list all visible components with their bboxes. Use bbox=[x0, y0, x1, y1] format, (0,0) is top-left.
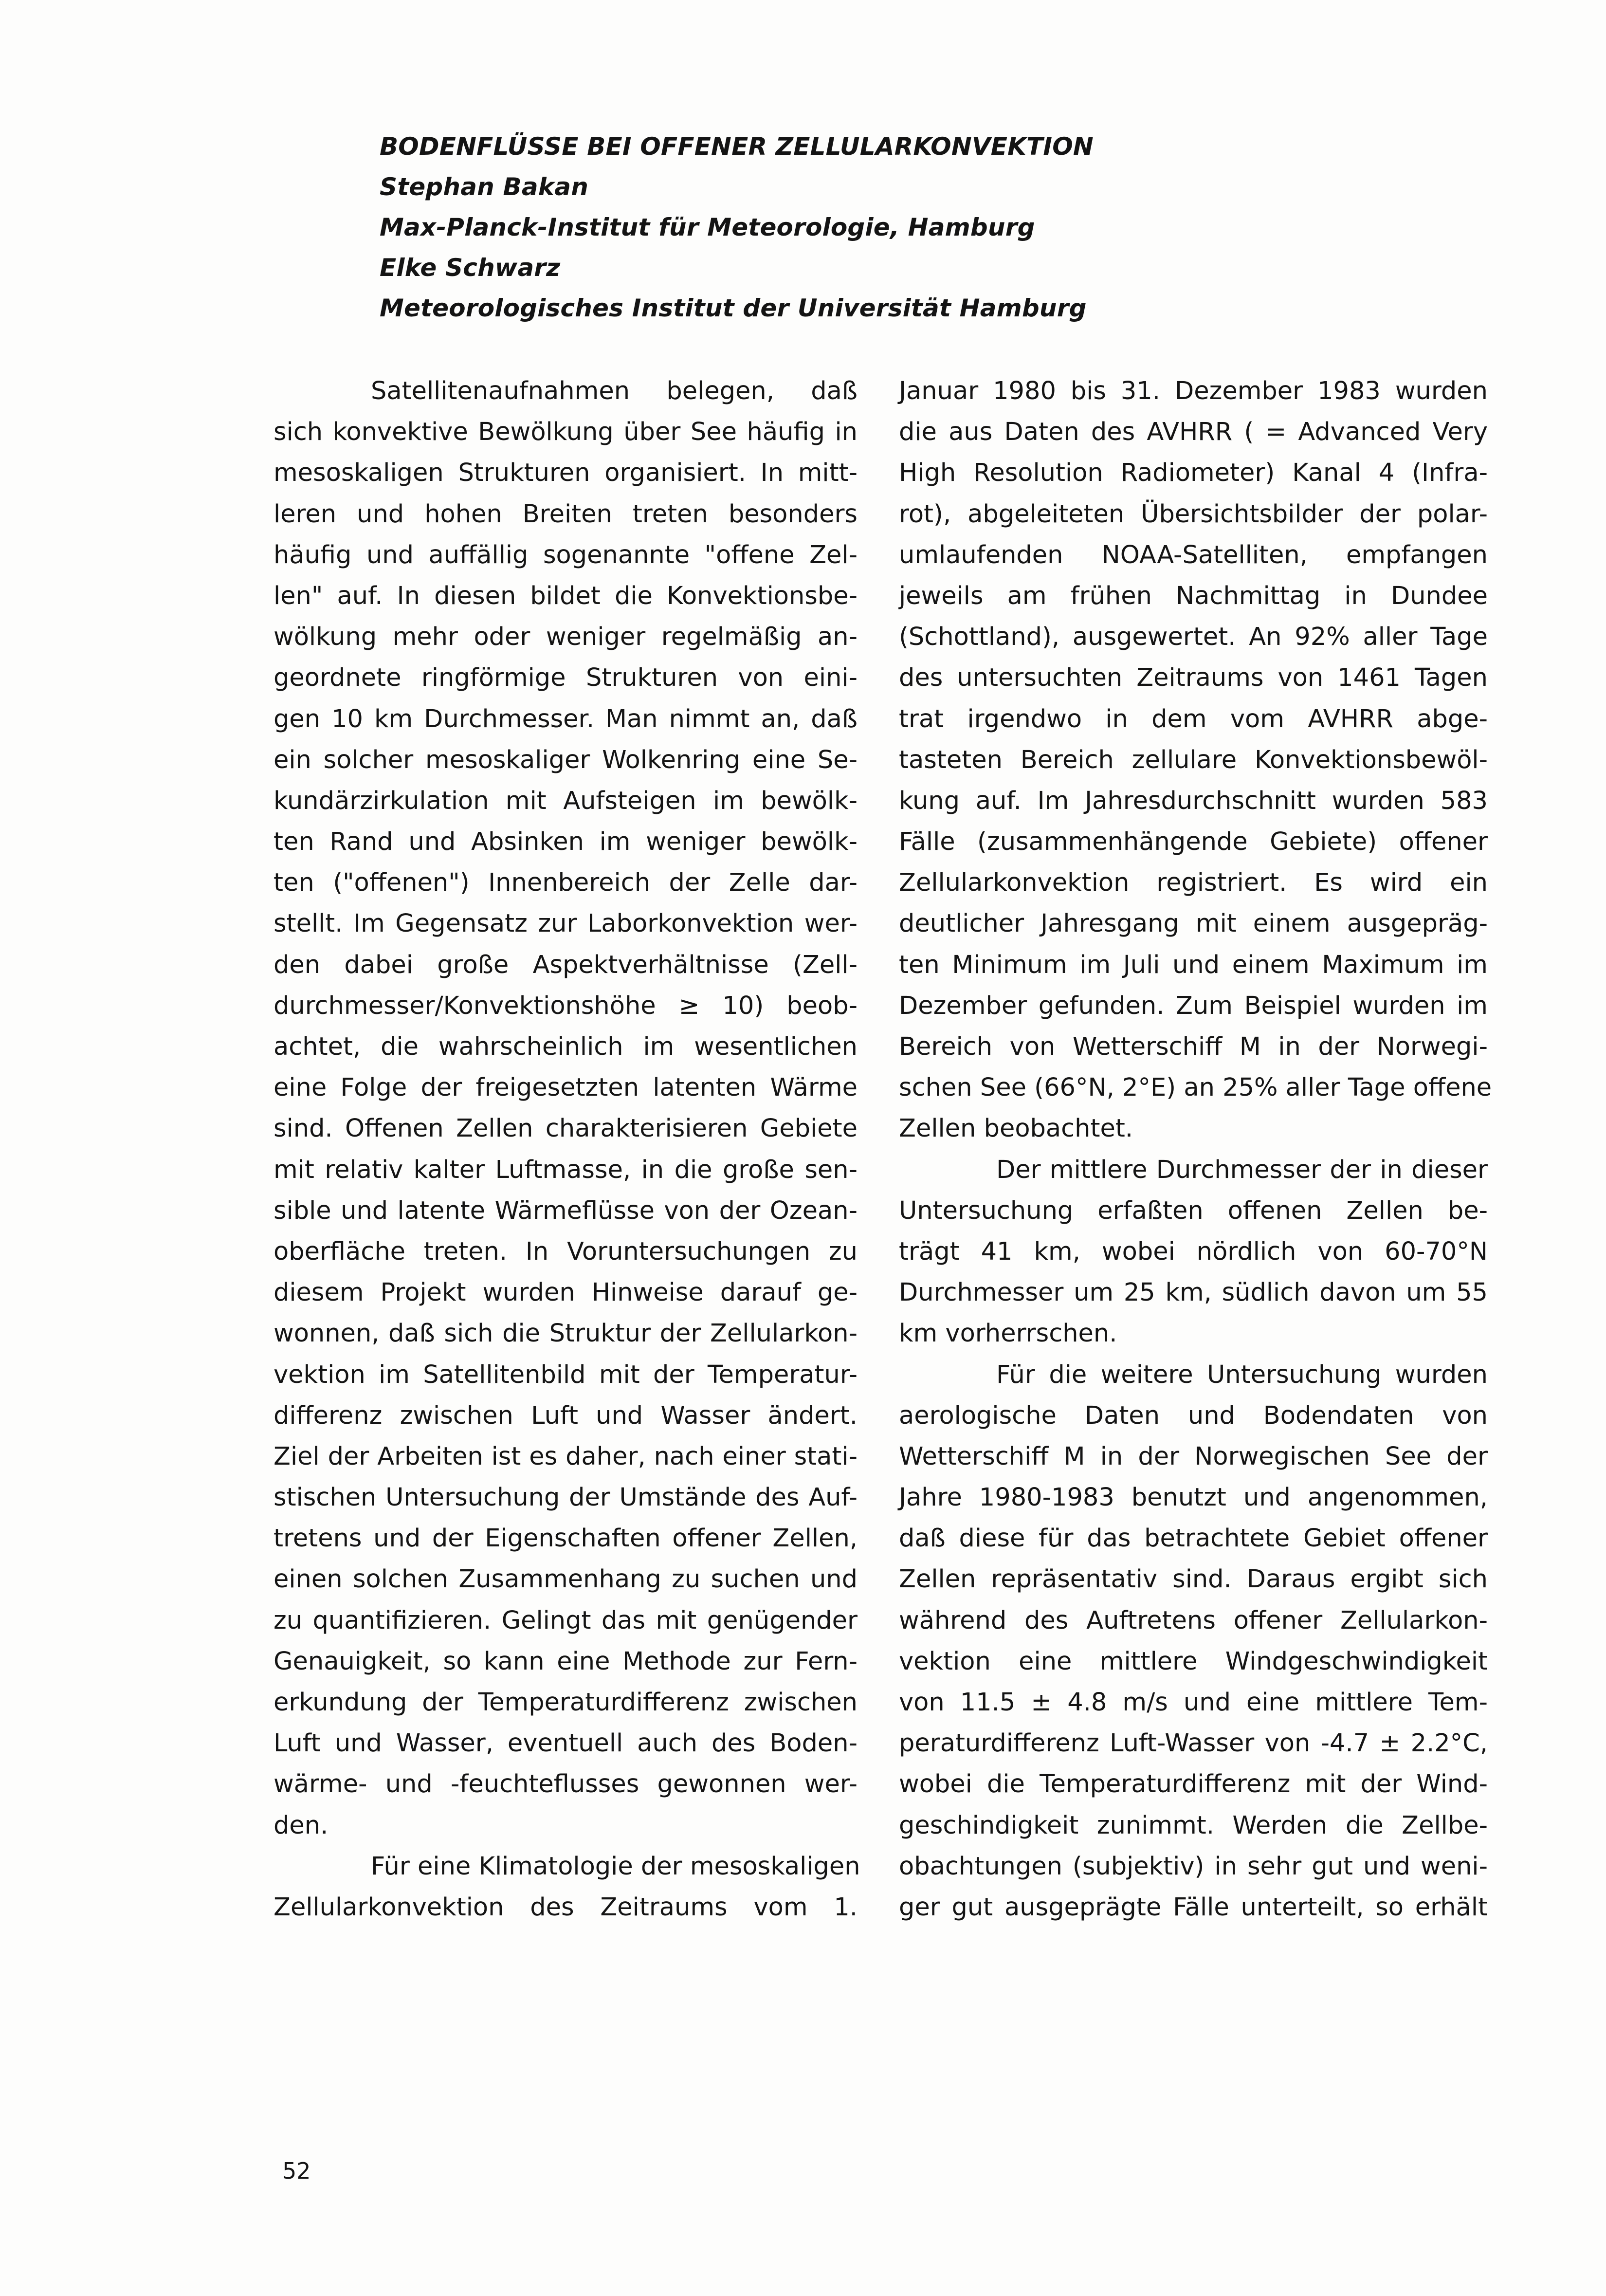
text-line: Für die weitere Untersuchung wurden bbox=[996, 1360, 1488, 1389]
text-line: Januar 1980 bis 31. Dezember 1983 wurden bbox=[899, 377, 1488, 405]
text-line: differenz zwischen Luft und Wasser ändert. bbox=[274, 1401, 858, 1430]
text-line: ten Rand und Absinken im weniger bewölk- bbox=[274, 827, 858, 857]
text-line: tasteten Bereich zellulare Konvektionsbewöl- bbox=[899, 745, 1488, 774]
text-line: vektion eine mittlere Windgeschwindigkeit bbox=[899, 1647, 1488, 1676]
text-line: geordnete ringförmige Strukturen von eini- bbox=[274, 663, 858, 693]
text-line: von 11.5 ± 4.8 m/s und eine mittlere Tem- bbox=[899, 1688, 1488, 1717]
text-line: kung auf. Im Jahresdurchschnitt wurden 583 bbox=[899, 786, 1488, 815]
text-line: ein solcher mesoskaliger Wolkenring eine Se- bbox=[274, 745, 858, 774]
text-line: (Schottland), ausgewertet. An 92% aller Tage bbox=[899, 623, 1488, 652]
text-line: sich konvektive Bewölkung über See häufig in bbox=[274, 418, 858, 447]
text-line: ger gut ausgeprägte Fälle unterteilt, so erhält bbox=[899, 1892, 1488, 1922]
text-line: wölkung mehr oder weniger regelmäßig an- bbox=[274, 623, 858, 652]
text-line: erkundung der Temperaturdifferenz zwischen bbox=[274, 1688, 858, 1717]
text-line: Satellitenaufnahmen belegen, daß bbox=[371, 377, 858, 405]
author-name: Stephan Bakan bbox=[380, 173, 588, 201]
text-line: wärme- und -feuchteflusses gewonnen wer- bbox=[274, 1770, 858, 1799]
text-line: durchmesser/Konvektionshöhe ≥ 10) beob- bbox=[274, 991, 858, 1020]
text-line: Jahre 1980-1983 benutzt und angenommen, bbox=[899, 1483, 1488, 1512]
text-line: den dabei große Aspektverhältnisse (Zell- bbox=[274, 950, 858, 979]
text-line: aerologische Daten und Bodendaten von bbox=[899, 1401, 1488, 1430]
text-line: trat irgendwo in dem vom AVHRR abge- bbox=[899, 704, 1488, 734]
text-line: mesoskaligen Strukturen organisiert. In mitt- bbox=[274, 459, 858, 488]
text-line: Dezember gefunden. Zum Beispiel wurden im bbox=[899, 991, 1488, 1020]
text-line: sind. Offenen Zellen charakterisieren Gebiete bbox=[274, 1114, 858, 1143]
text-line: diesem Projekt wurden Hinweise darauf ge- bbox=[274, 1278, 858, 1307]
text-line: Genauigkeit, so kann eine Methode zur Fern- bbox=[274, 1647, 858, 1676]
text-line: leren und hohen Breiten treten besonders bbox=[274, 499, 858, 529]
text-line: ten Minimum im Juli und einem Maximum im bbox=[899, 950, 1488, 979]
text-line: die aus Daten des AVHRR ( = Advanced Very bbox=[899, 418, 1488, 447]
text-line: stellt. Im Gegensatz zur Laborkonvektion wer- bbox=[274, 909, 858, 938]
text-line: stischen Untersuchung der Umstände des Auf- bbox=[274, 1483, 858, 1512]
text-line: achtet, die wahrscheinlich im wesentlichen bbox=[274, 1032, 858, 1061]
text-line: Ziel der Arbeiten ist es daher, nach einer stati- bbox=[274, 1442, 858, 1471]
text-line: daß diese für das betrachtete Gebiet offener bbox=[899, 1524, 1488, 1553]
text-line: Bereich von Wetterschiff M in der Norwegi- bbox=[899, 1032, 1488, 1061]
text-line: len" auf. In diesen bildet die Konvektionsbe- bbox=[274, 581, 858, 610]
text-line: Durchmesser um 25 km, südlich davon um 55 bbox=[899, 1278, 1488, 1307]
text-line: umlaufenden NOAA-Satelliten, empfangen bbox=[899, 540, 1488, 569]
text-line: vektion im Satellitenbild mit der Temperatur- bbox=[274, 1360, 858, 1389]
text-line: ten ("offenen") Innenbereich der Zelle dar- bbox=[274, 868, 858, 898]
text-line: km vorherrschen. bbox=[899, 1319, 1117, 1348]
text-line: kundärzirkulation mit Aufsteigen im bewölk- bbox=[274, 786, 858, 815]
text-line: zu quantifizieren. Gelingt das mit genügender bbox=[274, 1606, 858, 1635]
text-line: einen solchen Zusammenhang zu suchen und bbox=[274, 1565, 858, 1594]
text-line: schen See (66°N, 2°E) an 25% aller Tage offene bbox=[899, 1073, 1492, 1102]
text-line: peraturdifferenz Luft-Wasser von -4.7 ± 2.2°C, bbox=[899, 1729, 1488, 1758]
text-line: Untersuchung erfaßten offenen Zellen be- bbox=[899, 1196, 1488, 1225]
text-line: Für eine Klimatologie der mesoskaligen bbox=[371, 1852, 860, 1881]
text-line: Wetterschiff M in der Norwegischen See der bbox=[899, 1442, 1488, 1471]
right-text-column bbox=[899, 371, 1492, 1928]
text-line: Zellen beobachtet. bbox=[899, 1114, 1133, 1143]
text-line: tretens und der Eigenschaften offener Zellen, bbox=[274, 1524, 858, 1553]
text-line: eine Folge der freigesetzten latenten Wärme bbox=[274, 1073, 858, 1102]
text-line: wobei die Temperaturdifferenz mit der Wind- bbox=[899, 1770, 1488, 1799]
text-line: trägt 41 km, wobei nördlich von 60-70°N bbox=[899, 1237, 1488, 1266]
text-line: deutlicher Jahresgang mit einem ausgepräg- bbox=[899, 909, 1488, 938]
text-line: Der mittlere Durchmesser der in dieser bbox=[996, 1155, 1488, 1184]
article-header bbox=[380, 127, 1256, 329]
author-name: Elke Schwarz bbox=[380, 254, 561, 282]
text-line: rot), abgeleiteten Übersichtsbilder der polar- bbox=[899, 499, 1488, 529]
text-line: mit relativ kalter Luftmasse, in die große sen- bbox=[274, 1155, 858, 1184]
author-affiliation: Meteorologisches Institut der Universität Hamburg bbox=[380, 294, 1087, 322]
text-line: sible und latente Wärmeflüsse von der Ozean- bbox=[274, 1196, 858, 1225]
text-line: gen 10 km Durchmesser. Man nimmt an, daß bbox=[274, 704, 858, 734]
author-affiliation: Max-Planck-Institut für Meteorologie, Hamburg bbox=[380, 213, 1035, 241]
text-line: Fälle (zusammenhängende Gebiete) offener bbox=[899, 827, 1488, 857]
text-line: häufig und auffällig sogenannte "offene Zel- bbox=[274, 540, 858, 569]
text-line: jeweils am frühen Nachmittag in Dundee bbox=[899, 581, 1488, 610]
text-line: geschindigkeit zunimmt. Werden die Zellbe- bbox=[899, 1811, 1488, 1840]
article-title: BODENFLÜSSE BEI OFFENER ZELLULARKONVEKTION bbox=[380, 132, 1094, 161]
text-line: Zellen repräsentativ sind. Daraus ergibt sich bbox=[899, 1565, 1488, 1594]
text-line: Zellularkonvektion des Zeitraums vom 1. bbox=[274, 1892, 858, 1922]
text-line: High Resolution Radiometer) Kanal 4 (Infra- bbox=[899, 459, 1488, 488]
text-line: während des Auftretens offener Zellularkon- bbox=[899, 1606, 1488, 1635]
text-line: obachtungen (subjektiv) in sehr gut und weni- bbox=[899, 1852, 1488, 1881]
text-line: oberfläche treten. In Voruntersuchungen zu bbox=[274, 1237, 858, 1266]
text-line: den. bbox=[274, 1811, 328, 1840]
text-line: des untersuchten Zeitraums von 1461 Tagen bbox=[899, 663, 1488, 693]
text-line: Luft und Wasser, eventuell auch des Boden- bbox=[274, 1729, 858, 1758]
text-line: Zellularkonvektion registriert. Es wird ein bbox=[899, 868, 1488, 898]
page-number: 52 bbox=[282, 2158, 311, 2184]
left-text-column bbox=[274, 371, 858, 1928]
text-line: wonnen, daß sich die Struktur der Zellularkon- bbox=[274, 1319, 858, 1348]
